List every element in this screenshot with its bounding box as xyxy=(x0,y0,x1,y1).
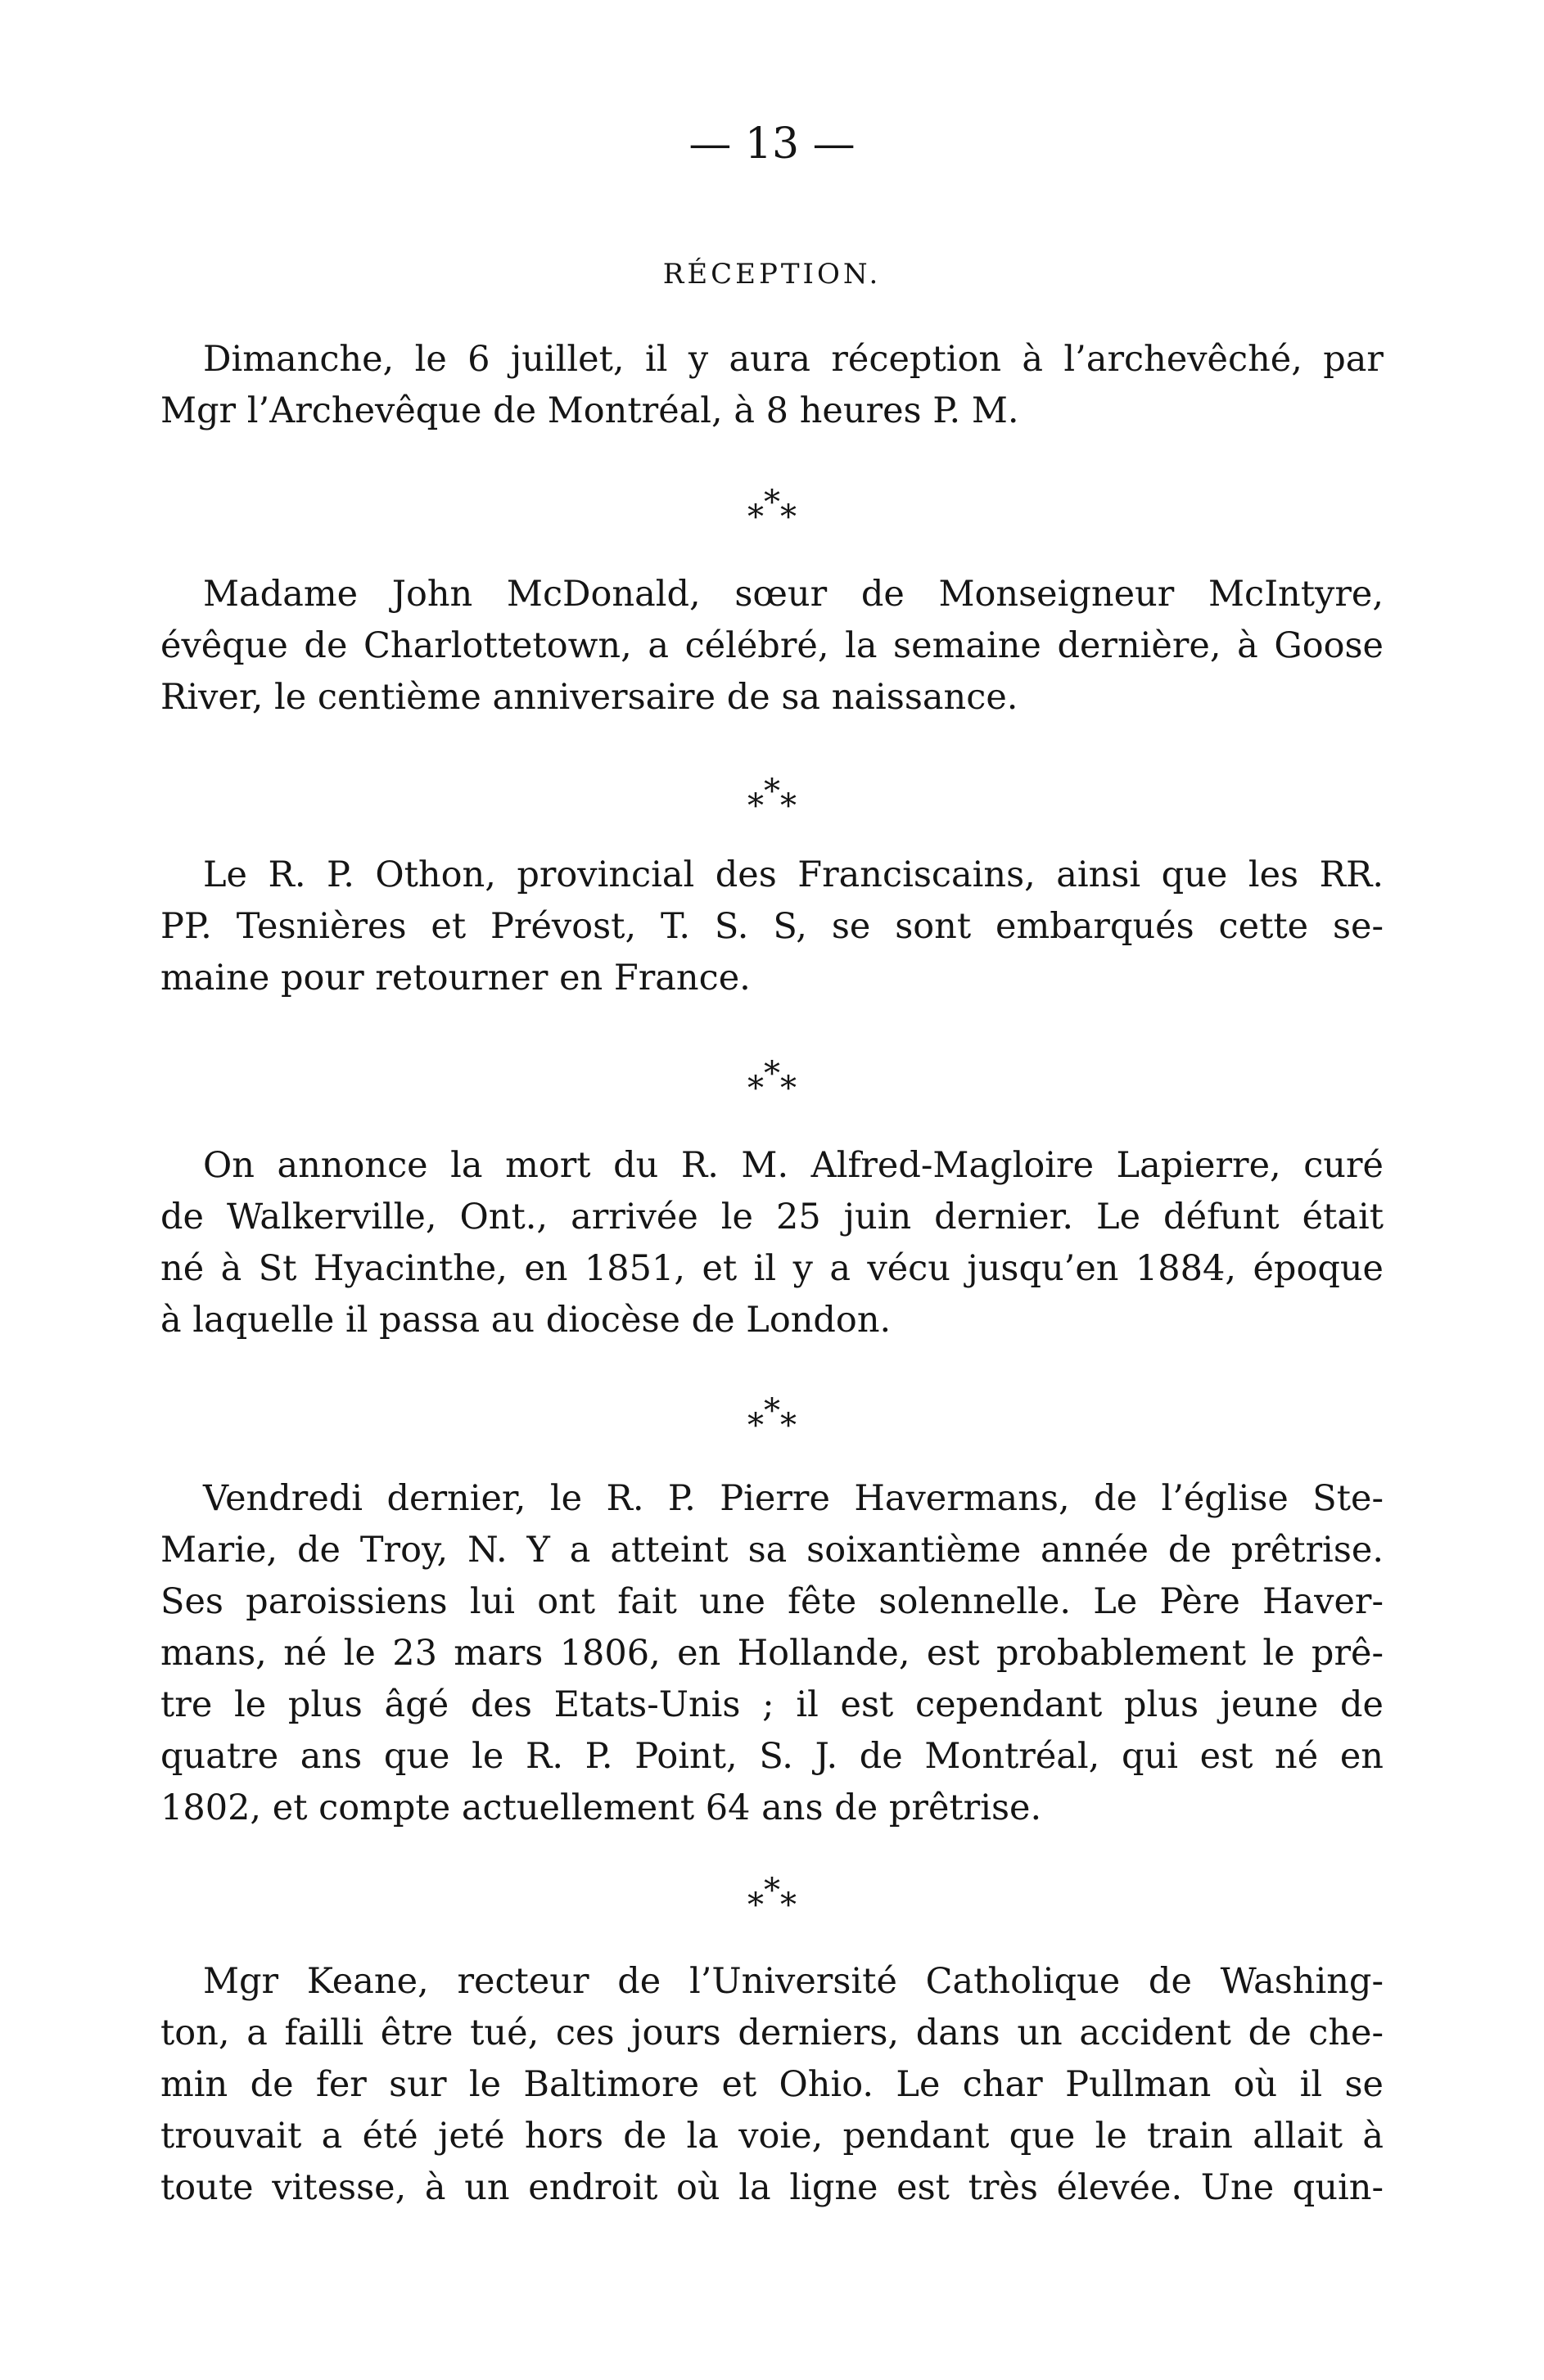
article-obituary xyxy=(160,1140,1384,1346)
article-line: de Walkerville, Ont., arrivée le 25 juin dernier. Le défunt était xyxy=(160,1197,1384,1237)
article-line: Madame John McDonald, sœur de Monseigneur McIntyre, xyxy=(203,574,1384,615)
article-line: né à St Hyacinthe, en 1851, et il y a vécu jusqu’en 1884, époque xyxy=(160,1248,1384,1289)
article-line: Dimanche, le 6 juillet, il y aura réception à l’archevêché, par xyxy=(203,339,1384,380)
article-line: trouvait a été jeté hors de la voie, pendant que le train allait à xyxy=(160,2116,1384,2157)
separator-star: * xyxy=(780,1886,797,1924)
page-number: — 13 — xyxy=(688,119,856,169)
article-line: Marie, de Troy, N. Y a atteint sa soixantième année de prêtrise. xyxy=(160,1530,1384,1571)
article-reception xyxy=(160,334,1384,437)
separator-star: * xyxy=(764,1055,780,1093)
article-line: ton, a failli être tué, ces jours derniers, dans un accident de che- xyxy=(160,2013,1384,2053)
article-line: quatre ans que le R. P. Point, S. J. de Montréal, qui est né en xyxy=(160,1736,1384,1777)
asterism-separator xyxy=(0,484,1544,536)
separator-star: * xyxy=(780,787,797,825)
separator-star: * xyxy=(780,498,797,536)
article-line: Mgr Keane, recteur de l’Université Catholique de Washing- xyxy=(203,1961,1384,2002)
article-havermans xyxy=(160,1473,1384,1834)
separator-star: * xyxy=(747,787,764,825)
article-line: maine pour retourner en France. xyxy=(160,958,751,998)
article-line: min de fer sur le Baltimore et Ohio. Le char Pullman où il se xyxy=(160,2064,1384,2105)
section-heading: RÉCEPTION. xyxy=(662,258,882,291)
separator-star: * xyxy=(747,498,764,536)
article-line: à laquelle il passa au diocèse de London. xyxy=(160,1300,892,1341)
separator-star: * xyxy=(747,1070,764,1107)
article-line: toute vitesse, à un endroit où la ligne est très élevée. Une quin- xyxy=(160,2167,1384,2208)
article-keane-accident xyxy=(160,1956,1384,2214)
article-line: Ses paroissiens lui ont fait une fête solennelle. Le Père Haver- xyxy=(160,1581,1384,1622)
separator-star: * xyxy=(764,1392,780,1430)
separator-star: * xyxy=(764,1872,780,1909)
article-line: River, le centième anniversaire de sa naissance. xyxy=(160,677,1018,718)
separator-star: * xyxy=(747,1407,764,1445)
separator-star: * xyxy=(764,773,780,810)
separator-star: * xyxy=(747,1886,764,1924)
article-line: Mgr l’Archevêque de Montréal, à 8 heures P. M. xyxy=(160,390,1019,431)
article-franciscans xyxy=(160,850,1384,1004)
asterism-separator xyxy=(0,1392,1544,1445)
article-line: tre le plus âgé des Etats-Unis ; il est cependant plus jeune de xyxy=(160,1684,1384,1725)
article-line: PP. Tesnières et Prévost, T. S. S, se sont embarqués cette se- xyxy=(160,906,1384,947)
article-line: 1802, et compte actuellement 64 ans de prêtrise. xyxy=(160,1787,1042,1828)
article-line: Le R. P. Othon, provincial des Franciscains, ainsi que les RR. xyxy=(203,854,1384,895)
separator-star: * xyxy=(780,1070,797,1107)
asterism-separator xyxy=(0,1872,1544,1924)
article-line: mans, né le 23 mars 1806, en Hollande, est probablement le prê- xyxy=(160,1633,1384,1674)
article-line: évêque de Charlottetown, a célébré, la semaine dernière, à Goose xyxy=(160,625,1384,666)
article-centenary xyxy=(160,569,1384,723)
article-line: On annonce la mort du R. M. Alfred-Magloire Lapierre, curé xyxy=(203,1145,1384,1186)
article-line: Vendredi dernier, le R. P. Pierre Havermans, de l’église Ste- xyxy=(203,1478,1384,1519)
asterism-separator xyxy=(0,1055,1544,1107)
asterism-separator xyxy=(0,773,1544,825)
separator-star: * xyxy=(764,484,780,521)
separator-star: * xyxy=(780,1407,797,1445)
